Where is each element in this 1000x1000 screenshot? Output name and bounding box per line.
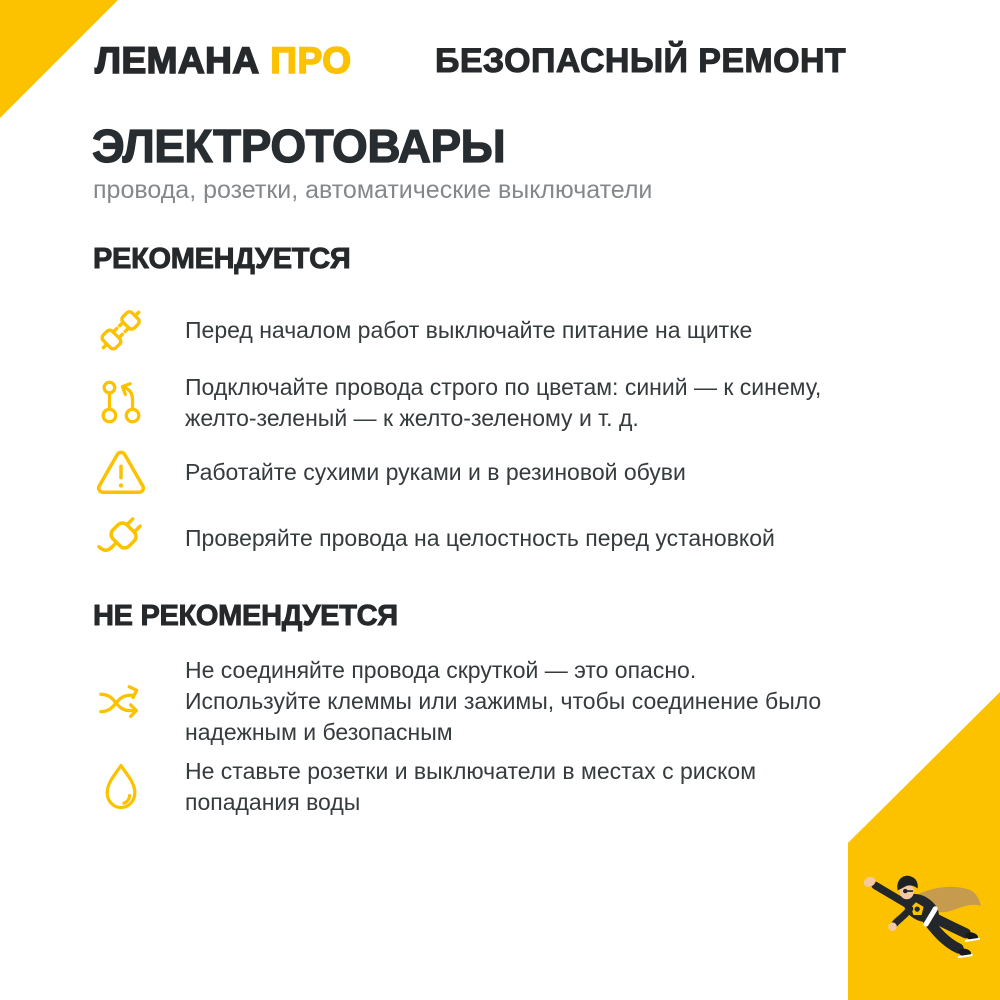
- content: [93, 243, 908, 818]
- item-text-line: надежным и безопасным: [185, 719, 453, 745]
- item-text: [185, 756, 756, 818]
- list-item: [93, 372, 908, 434]
- item-text: [185, 523, 775, 554]
- wire-color-match-icon: [93, 377, 149, 429]
- item-text-line: Не ставьте розетки и выключатели в местах с риском: [185, 758, 757, 784]
- flying-handyman-mascot: [850, 858, 988, 978]
- brand-logo-primary: ЛЕМАНА: [95, 40, 260, 81]
- list-item: [93, 302, 908, 358]
- item-text: [185, 372, 821, 434]
- page-title: ЭЛЕКТРОТОВАРЫ: [92, 120, 506, 172]
- item-text: [185, 655, 821, 748]
- item-text-line: попадания воды: [185, 789, 361, 815]
- twisted-wires-shuffle-icon: [93, 677, 149, 727]
- list-item: [93, 444, 908, 500]
- item-text-line: Не соединяйте провода скруткой — это опасно.: [185, 657, 697, 683]
- item-text-line: Подключайте провода строго по цветам: синий — к синему,: [185, 374, 822, 400]
- brand-logo: [95, 40, 351, 82]
- item-text-line: Проверяйте провода на целостность перед установкой: [185, 524, 775, 551]
- section-heading-not-recommended: НЕ РЕКОМЕНДУЕТСЯ: [93, 600, 398, 632]
- item-text: [185, 315, 752, 346]
- section-heading-recommended: РЕКОМЕНДУЕТСЯ: [93, 243, 351, 275]
- list-item: [93, 756, 908, 818]
- item-text-line: желто-зеленый — к желто-зеленому и т. д.: [185, 405, 639, 431]
- power-plug-icon: [93, 510, 149, 566]
- page-subtitle: провода, розетки, автоматические выключатели: [93, 176, 653, 204]
- item-text-line: Используйте клеммы или зажимы, чтобы соединение было: [185, 688, 822, 714]
- unplugged-connectors-icon: [93, 302, 149, 358]
- list-item: [93, 510, 908, 566]
- program-title: БЕЗОПАСНЫЙ РЕМОНТ: [435, 42, 847, 80]
- list-item: [93, 655, 908, 748]
- water-drop-icon: [93, 761, 149, 813]
- item-text-line: Работайте сухими руками и в резиновой обуви: [185, 458, 686, 485]
- item-text-line: Перед началом работ выключайте питание на щитке: [185, 316, 753, 343]
- brand-logo-accent: ПРО: [270, 40, 352, 81]
- item-text: [185, 457, 686, 488]
- warning-triangle-icon: [93, 447, 149, 497]
